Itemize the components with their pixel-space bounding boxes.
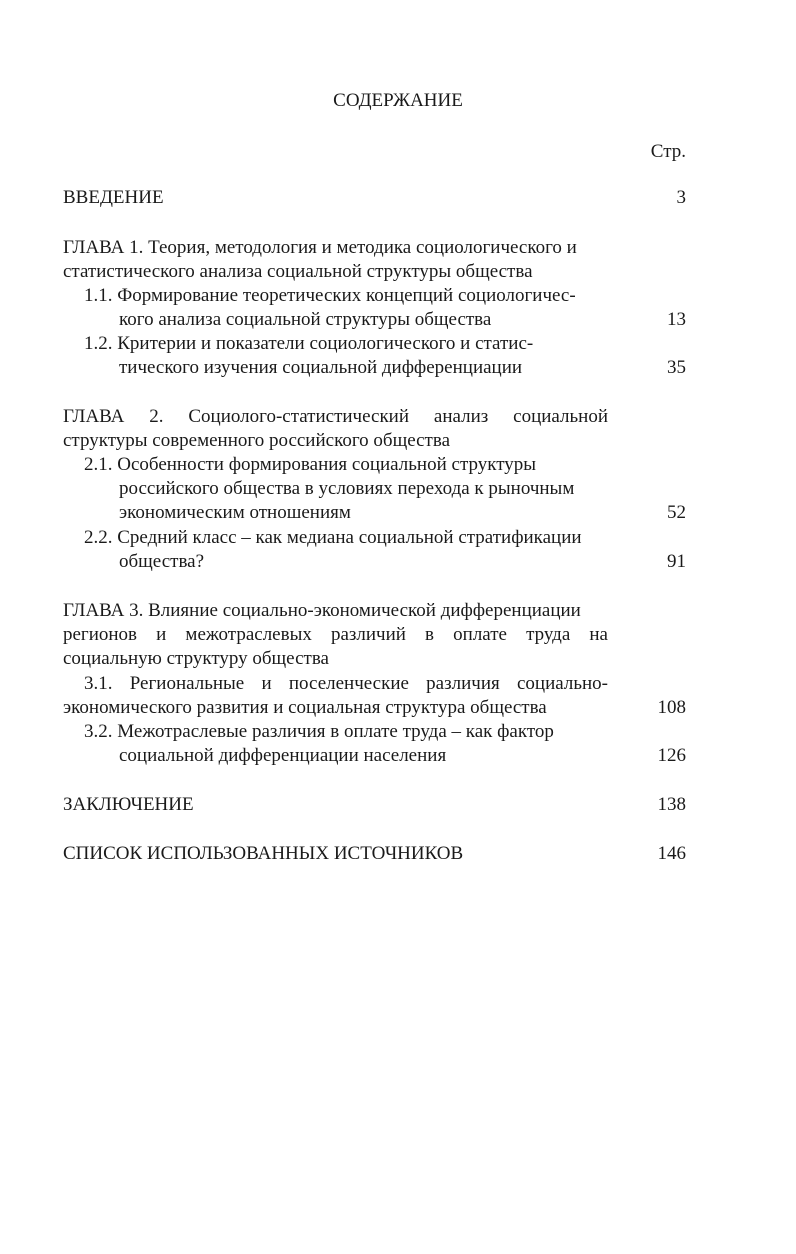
section-3-2-line1: 3.2. Межотраслевые различия в оплате труда – как фактор [84,721,554,742]
chapter3-title-line1: ГЛАВА 3. Влияние социально-экономической дифференциации [63,600,581,621]
section-3-2-line2: социальной дифференциации населения [119,745,447,766]
chapter2-title-line2: структуры современного российского общества [63,430,451,451]
chapter2-title-line1: ГЛАВА 2. Социолого-статистический анализ социальной [63,406,608,427]
section-3-1-line2: экономического развития и социальная структура общества [63,697,547,718]
section-1-2-line2: тического изучения социальной дифференциации [119,357,523,378]
toc-page-3-1: 108 [657,697,686,718]
section-2-1-line3: экономическим отношениям [119,502,351,523]
section-2-2-line1: 2.2. Средний класс – как медиана социальной стратификации [84,527,582,548]
toc-page-3-2: 126 [657,745,686,766]
toc-page-references: 146 [657,843,686,864]
chapter1-title-line2: статистического анализа социальной структуры общества [63,261,533,282]
section-2-2-line2: общества? [119,551,205,572]
chapter3-title-line3: социальную структуру общества [63,648,329,669]
toc-entry-intro: ВВЕДЕНИЕ [63,187,164,208]
section-1-2-line1: 1.2. Критерии и показатели социологического и статис- [84,333,534,354]
toc-entry-references: СПИСОК ИСПОЛЬЗОВАННЫХ ИСТОЧНИКОВ [63,843,464,864]
toc-entry-conclusion: ЗАКЛЮЧЕНИЕ [63,794,194,815]
toc-page-conclusion: 138 [657,794,686,815]
page-column-label: Стр. [650,141,686,162]
toc-page-2-2: 91 [667,551,686,572]
toc-page-intro: 3 [676,187,686,208]
toc-page-2-1: 52 [667,502,686,523]
page-title: СОДЕРЖАНИЕ [333,90,463,111]
section-1-1-line2: кого анализа социальной структуры общества [119,309,492,330]
section-1-1-line1: 1.1. Формирование теоретических концепций социологичес- [84,285,576,306]
toc-page-1-2: 35 [667,357,686,378]
toc-page-1-1: 13 [667,309,686,330]
section-2-1-line1: 2.1. Особенности формирования социальной структуры [84,454,537,475]
section-3-1-line1: 3.1. Региональные и поселенческие различия социально- [84,673,608,694]
chapter3-title-line2: регионов и межотраслевых различий в оплате труда на [63,624,608,645]
section-2-1-line2: российского общества в условиях перехода к рыночным [119,478,575,499]
chapter1-title-line1: ГЛАВА 1. Теория, методология и методика социологического и [63,237,577,258]
